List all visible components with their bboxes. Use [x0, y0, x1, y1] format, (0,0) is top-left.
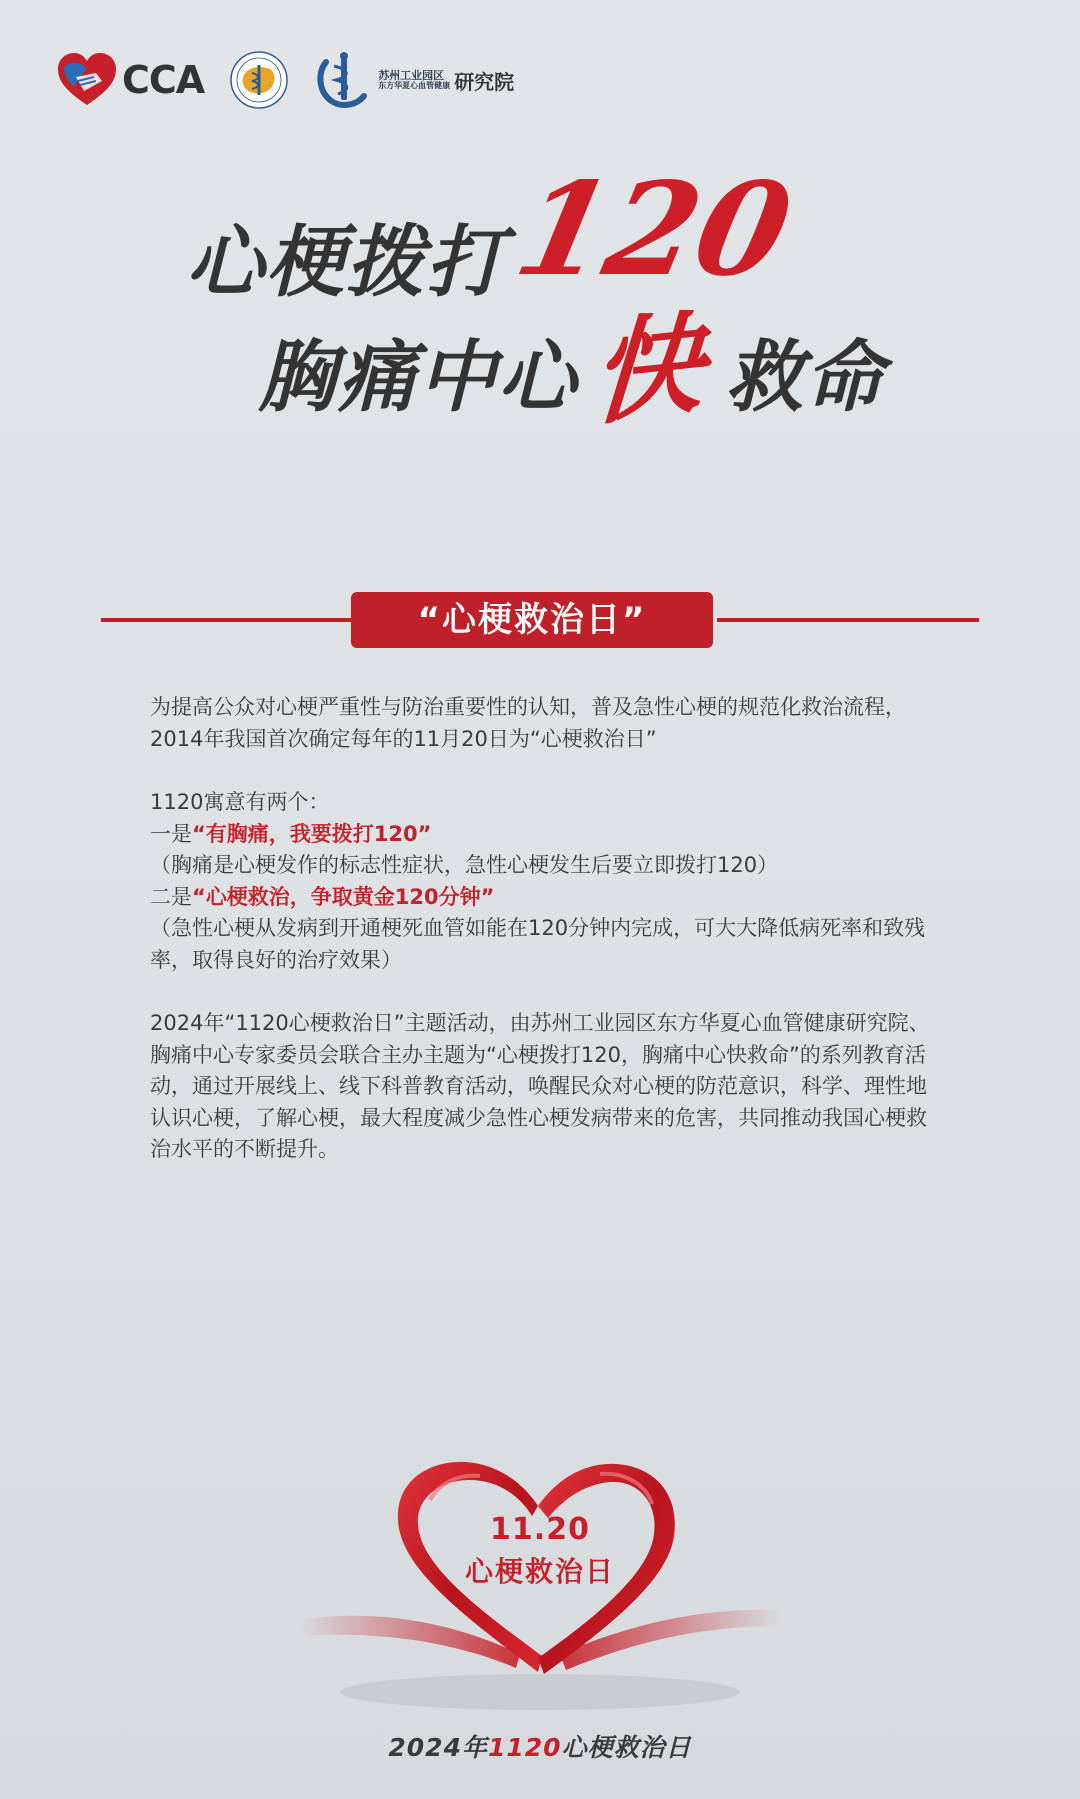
headline-line1-highlight: 120 — [504, 155, 804, 305]
institute-line1: 苏州工业园区 — [378, 69, 445, 83]
title-divider-right — [717, 618, 979, 622]
headline-line2-text-b: 救命 — [725, 333, 886, 423]
point-two-highlight: “心梗救治，争取黄金120分钟” — [192, 884, 495, 909]
headline — [0, 150, 1080, 442]
point-one-highlight: “有胸痛，我要拨打120” — [192, 821, 432, 846]
cca-logo-text: CCA — [122, 58, 205, 102]
footer-suffix: 心梗救治日 — [561, 1733, 692, 1762]
institute-logo — [316, 50, 514, 110]
headline-line1-text: 心梗拨打 — [186, 218, 507, 308]
logo-bar — [56, 46, 514, 114]
point-one — [150, 819, 930, 851]
point-two-note: （急性心梗从发病到开通梗死血管如能在120分钟内完成，可大大降低病死率和致残率，取得良好的治疗效果） — [150, 916, 926, 972]
cca-heart-hands-icon — [56, 51, 118, 109]
headline-line2-text-a: 胸痛中心 — [258, 333, 579, 423]
meaning-heading: 1120寓意有两个： — [150, 790, 330, 814]
point-two — [150, 882, 930, 914]
point-one-note: （胸痛是心梗发作的标志性症状，急性心梗发生后要立即拨打120） — [150, 853, 779, 877]
point-two-prefix: 二是 — [150, 884, 192, 909]
cca-logo — [56, 51, 204, 109]
footer-prefix: 2024年 — [388, 1733, 488, 1762]
ribbon-heart — [280, 1440, 800, 1720]
institute-line2: 东方华夏心血管健康 — [378, 80, 451, 90]
section-title-row — [101, 592, 979, 648]
footer — [0, 1728, 1080, 1764]
section-title: “心梗救治日” — [351, 592, 713, 648]
heart-label: 心梗救治日 — [464, 1555, 615, 1588]
body-text — [150, 692, 930, 1166]
title-divider-left — [101, 618, 351, 622]
point-one-prefix: 一是 — [150, 821, 192, 846]
institute-name: 研究院 — [454, 69, 515, 94]
headline-line2-highlight: 快 — [587, 297, 710, 442]
heart-date: 11.20 — [490, 1512, 590, 1547]
footer-highlight: 1120 — [487, 1733, 562, 1762]
activity-paragraph: 2024年“1120心梗救治日”主题活动，由苏州工业园区东方华夏心血管健康研究院、胸痛中心专家委员会联合主办主题为“心梗拨打120，胸痛中心快救命”的系列教育活动，通过开展线上、线下科普教育活动，唤醒民众对心梗的防范意识，科学、理性地认识心梗，了解心梗，最大程度减少急性心梗发病带来的危害，共同推动我国心梗救治水平的不断提升。 — [150, 1011, 930, 1161]
institute-sub-lines — [378, 70, 450, 90]
chest-pain-center-emblem-icon — [230, 51, 288, 109]
intro-paragraph: 为提高公众对心梗严重性与防治重要性的认知，普及急性心梗的规范化救治流程，2014年我国首次确定每年的11月20日为“心梗救治日” — [150, 695, 906, 751]
institute-caduceus-icon — [316, 50, 372, 110]
